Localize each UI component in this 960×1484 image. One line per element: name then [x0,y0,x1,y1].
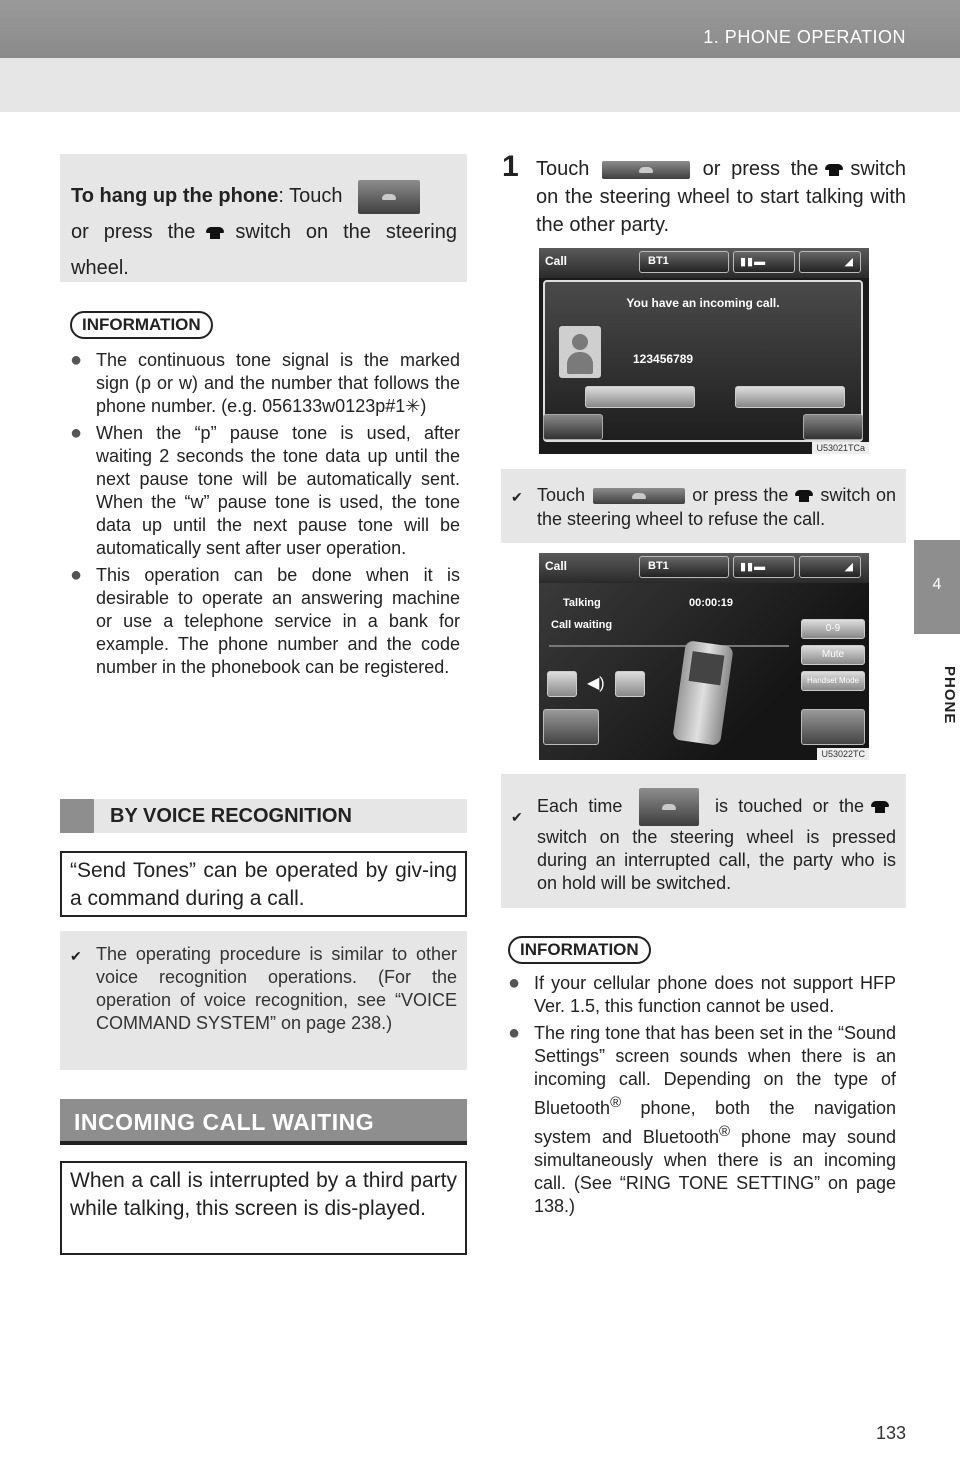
bullet-icon: ● [70,349,83,371]
bullet-icon: ● [508,972,521,994]
talking-label: Talking [563,597,601,609]
hangup-bold: To hang up the phone [71,185,279,207]
screen-phone-tab-icon [803,414,863,440]
screen-call-label: Call [545,559,568,573]
screen-mute-button: Mute [801,645,865,665]
screen-volume-down-button [547,671,577,697]
info1-label: INFORMATION [70,311,213,339]
phone-switch-icon [870,800,890,814]
side-tab-number[interactable]: 4 [914,540,960,634]
hangup-box [60,154,467,282]
incoming-message: You have an incoming call. [626,296,780,310]
screen-answer-button [585,386,695,408]
info1 [70,311,460,679]
check-bullet-icon: ✔ [511,809,523,825]
phone-switch-icon [824,163,844,177]
info2-item: ● The ring tone that has been set in the “Sound Settings” screen sounds when there is an incoming call. Depending on the type of Bluetooth® phone, both the navigation system and Bluetooth® phone may sound simultaneously when there is an incoming call. (See “RING TONE SETTING” on page 138.) [508,1022,896,1216]
screen-code: U53022TC [817,748,869,760]
volume-icon: ◀) [587,675,605,692]
side-tab-label: PHONE [941,665,958,725]
screen-volume-up-button [615,671,645,697]
screen-code: U53021TCa [812,442,869,454]
screen-handset-button: Handset Mode [801,671,865,691]
info1-item: ● This operation can be done when it is desirable to operate an answering machine or use a telephone service in a bank for example. The phone number and the code number in the phonebook can be registered. [70,564,460,677]
info1-item: ● The continuous tone signal is the marked sign (p or w) and the number that follows the phone number. (e.g. 056133w0123p#1✳) [70,349,460,416]
hangup-text: To hang up the phone: Touch or press the switch on the steering wheel. [71,178,457,286]
screen-signal-icon: ▮▮▬ [733,556,795,578]
refuse-box [501,469,906,543]
talking-time: 00:00:19 [689,597,734,609]
info2 [508,936,896,1218]
step-number: 1 [502,150,519,183]
eachtime-text: ✔ Each time is touched or theswitch on the steering wheel is pressed during an interrupted call, the party who is on hold will be switched. [511,788,896,895]
header-bar [0,0,960,58]
bullet-icon: ● [70,564,83,586]
phone-switch-icon [205,226,225,240]
answer-button-icon [602,161,690,179]
check-bullet-icon: ✔ [70,948,82,964]
voice-note-box [60,931,467,1070]
screen-refuse-button [735,386,845,408]
call-waiting-label: Call waiting [551,619,613,631]
hangup-button-icon [358,180,420,214]
screen-switch-call-button [543,709,599,745]
refuse-text: ✔ Touch or press the switch on the steering wheel to refuse the call. [511,485,896,529]
voice-heading: BY VOICE RECOGNITION [60,799,467,833]
screen-call-label: Call [545,254,568,268]
call-waiting-screenshot [539,553,869,760]
screen-bt-label: BT1 [639,251,729,273]
info2-label: INFORMATION [508,936,651,964]
voice-boxed-text: “Send Tones” can be operated by giv-ing a command during a call. [60,851,467,917]
waiting-boxed-text: When a call is interrupted by a third party while talking, this screen is dis-played. [60,1161,467,1255]
check-bullet-icon: ✔ [511,489,523,505]
screen-keypad-button: 0-9 [801,619,865,639]
screen-bt-label: BT1 [639,556,729,578]
screen-hangup-button [801,709,865,745]
incoming-call-screenshot [539,248,869,454]
bullet-icon: ● [70,422,83,444]
waiting-heading: INCOMING CALL WAITING [60,1099,467,1145]
info1-item: ● When the “p” pause tone is used, after waiting 2 seconds the tone data up until the next pause tone will be automatically sent. When the “w” pause tone is used, the tone data up until the next pause tone will be automatically sent after user operation. [70,422,460,558]
page-number: 133 [875,1423,906,1443]
switch-call-button-icon [639,788,699,826]
eachtime-box [501,774,906,908]
caller-avatar-icon [559,326,601,378]
step1-text: Touch or press the switch on the steering wheel to start talking with the other party. [536,158,906,236]
screen-phone-tab-icon [543,414,603,440]
phone-switch-icon [794,489,814,503]
info2-item: ● If your cellular phone does not support HFP Ver. 1.5, this function cannot be used. [508,972,896,1016]
screen-antenna-icon: ◢ [799,556,861,578]
screen-antenna-icon: ◢ [799,251,861,273]
header-title: 1. PHONE OPERATION [703,27,906,47]
voice-note: ✔ The operating procedure is similar to other voice recognition operations. (For the operation of voice recognition, see “VOICE COMMAND SYSTEM” on page 238.) [70,944,457,1033]
refuse-button-icon [593,488,685,504]
caller-number: 123456789 [633,352,694,366]
screen-signal-icon: ▮▮▬ [733,251,795,273]
bullet-icon: ● [508,1022,521,1044]
